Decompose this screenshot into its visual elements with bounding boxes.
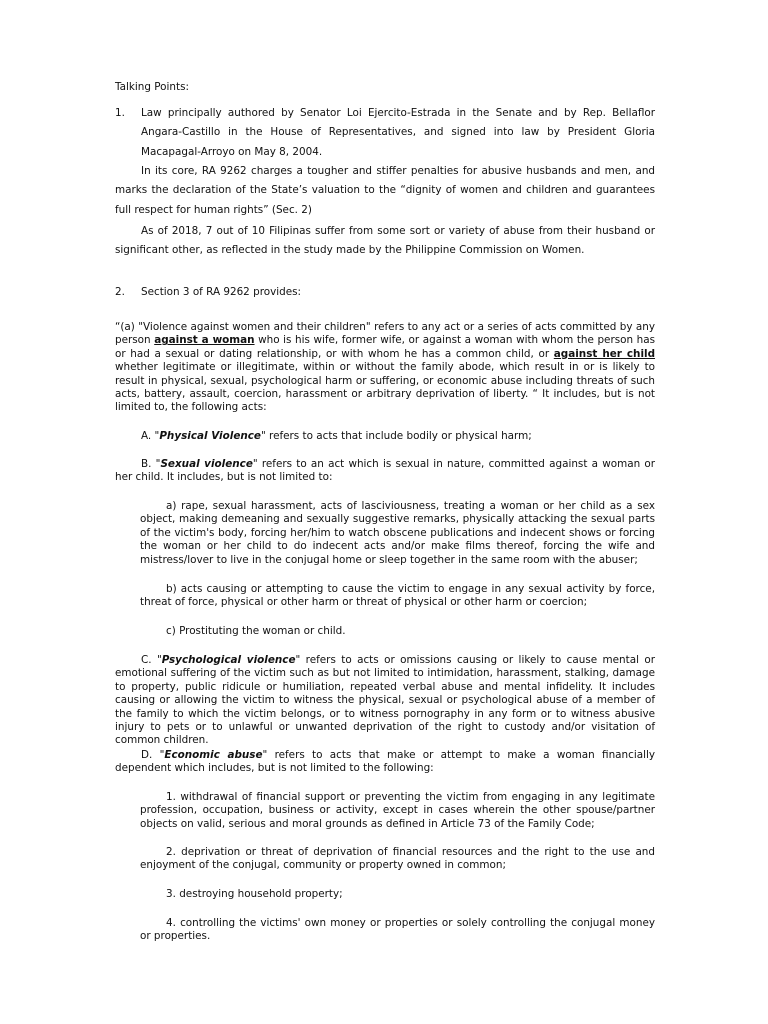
point-1-paragraph-2: In its core, RA 9262 charges a tougher and stiffer penalties for abusive husbands and men, and marks the declaration of the State’s valuation to the “dignity of women and children and guarantees full respect for human rights” (Sec. 2): [115, 165, 655, 216]
section-d-item-3: 3. destroying household property;: [166, 888, 343, 900]
point-2-number: 2.: [115, 286, 125, 298]
point-1-paragraph-3: As of 2018, 7 out of 10 Filipinas suffer from some sort or variety of abuse from their husband or significant other, as reflected in the study made by the Philippine Commission on Women.: [115, 225, 655, 257]
section-a-physical-violence: A. "Physical Violence" refers to acts that include bodily or physical harm;: [141, 430, 532, 442]
against-her-child-emphasis: against her child: [553, 347, 656, 360]
section-b-item-c: c) Prostituting the woman or child.: [166, 625, 346, 637]
sexual-violence-term: Sexual violence: [160, 458, 253, 470]
talking-points-heading: Talking Points:: [115, 81, 189, 93]
section-3-quote: “(a) "Violence against women and their children" refers to any act or a series of acts committed by any person against a woman who is his wife, former wife, or against a woman with whom the person has or had a sexual or dating relationship, or with whom he has a common child, or against her child whether legitimate or illegitimate, within or without the family abode, which result in or is likely to result in physical, sexual, psychological harm or suffering, or economic abuse including threats of such acts, battery, assault, coercion, harassment or arbitrary deprivation of liberty. “ It includes, but is not limited to, the following acts:: [115, 321, 656, 414]
point-1-text: Law principally authored by Senator Loi Ejercito-Estrada in the Senate and by Rep. Bellaflor Angara-Castillo in the House of Representatives, and signed into law by President Gloria Macapagal-Arroyo on May 8, 2004.: [141, 107, 655, 158]
point-2-text: Section 3 of RA 9262 provides:: [141, 286, 302, 298]
point-1-number: 1.: [115, 107, 125, 119]
psychological-violence-term: Psychological violence: [161, 654, 296, 666]
section-b-sexual-violence: B. "Sexual violence" refers to an act which is sexual in nature, committed against a woman or her child. It includes, but is not limited to:: [115, 458, 656, 484]
section-c-psychological-violence: C. "Psychological violence" refers to acts or omissions causing or likely to cause mental or emotional suffering of the victim such as but not limited to intimidation, harassment, stalking, damage to property, public ridicule or humiliation, repeated verbal abuse and mental infidelity. It includes causing or allowing the victim to witness the physical, sexual or psychological abuse of a member of the family to which the victim belongs, or to witness pornography in any form or to witness abusive injury to pets or to unlawful or unwanted deprivation of the right to custody and/or visitation of common children.: [115, 654, 655, 747]
point-1: [115, 104, 655, 162]
section-b-item-a: a) rape, sexual harassment, acts of lasciviousness, treating a woman or her child as a sex object, making demeaning and sexually suggestive remarks, physically attacking the sexual parts of the victim's body, forcing her/him to watch obscene publications and indecent shows or forcing the woman or her child to do indecent acts and/or make films thereof, forcing the wife and mistress/lover to live in the conjugal home or sleep together in the same room with the abuser;: [140, 500, 655, 566]
physical-violence-term: Physical Violence: [159, 430, 261, 442]
against-a-woman-emphasis: against a woman: [154, 334, 255, 347]
section-d-item-4: 4. controlling the victims' own money or properties or solely controlling the conjugal money or properties.: [140, 917, 655, 943]
section-d-item-1: 1. withdrawal of financial support or preventing the victim from engaging in any legitimate profession, occupation, business or activity, except in cases wherein the other spouse/partner objects on valid, serious and moral grounds as defined in Article 73 of the Family Code;: [140, 791, 655, 830]
point-2: [115, 283, 655, 302]
section-b-item-b: b) acts causing or attempting to cause the victim to engage in any sexual activity by force, threat of force, physical or other harm or threat of physical or other harm or coercion;: [140, 583, 655, 609]
section-d-economic-abuse: D. "Economic abuse" refers to acts that make or attempt to make a woman financially dependent which includes, but is not limited to the following:: [115, 749, 655, 775]
section-d-item-2: 2. deprivation or threat of deprivation of financial resources and the right to the use and enjoyment of the conjugal, community or property owned in common;: [140, 846, 655, 872]
economic-abuse-term: Economic abuse: [164, 749, 263, 761]
